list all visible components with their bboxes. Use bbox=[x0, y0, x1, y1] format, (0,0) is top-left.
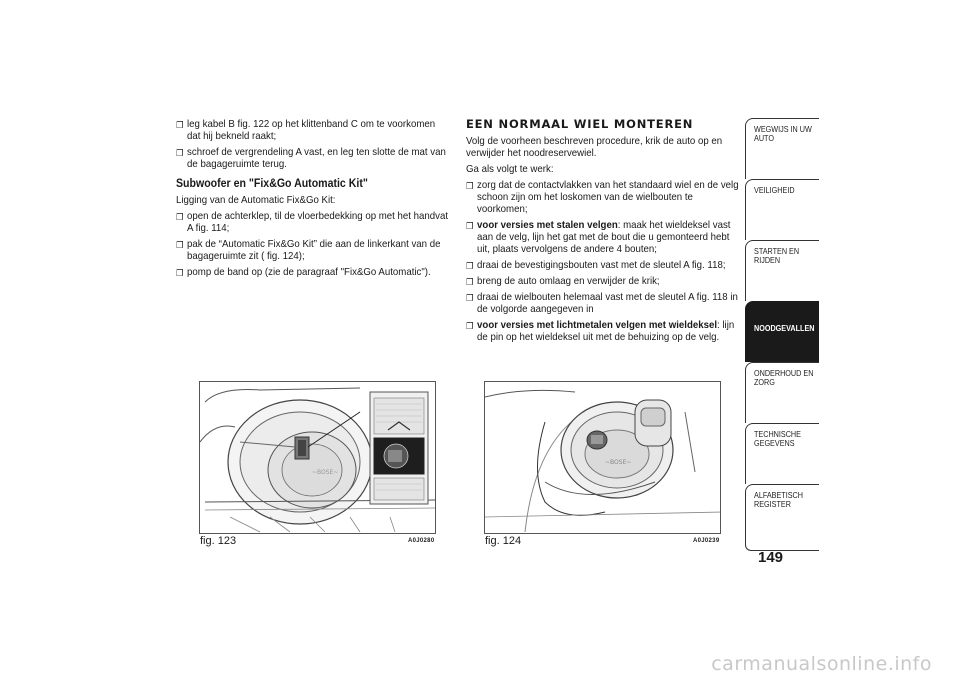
tab-wegwijs-in-uw-auto[interactable]: WEGWIJS IN UW AUTO bbox=[745, 118, 819, 179]
checkbox-bullet-icon: ❐ bbox=[176, 120, 184, 130]
subwoofer-spare-wheel-drawing bbox=[200, 382, 436, 534]
list-item: ❐ pomp de band op (zie de paragraaf "Fix&Go Automatic"). bbox=[176, 266, 431, 278]
figure-caption: fig. 123 bbox=[200, 535, 237, 547]
list-item: ❐ draai de bevestigingsbouten vast met de sleutel A fig. 118; bbox=[466, 259, 726, 271]
list-item: ❐ zorg dat de contactvlakken van het standaard wiel en de velg schoon zijn om het loskomen van de wielbouten te voorkomen; bbox=[466, 179, 739, 215]
left-column bbox=[176, 118, 452, 282]
tab-noodgevallen[interactable]: NOODGEVALLEN bbox=[745, 301, 819, 362]
checkbox-bullet-icon: ❐ bbox=[176, 240, 184, 250]
figure-caption: fig. 124 bbox=[485, 535, 522, 547]
tab-onderhoud-en-zorg[interactable]: ONDERHOUD EN ZORG bbox=[745, 362, 819, 423]
tab-starten-en-rijden[interactable]: STARTEN EN RIJDEN bbox=[745, 240, 819, 301]
tab-veiligheid[interactable]: VEILIGHEID bbox=[745, 179, 819, 240]
watermark-text: carmanualsonline.info bbox=[711, 653, 932, 675]
checkbox-bullet-icon: ❐ bbox=[466, 181, 474, 191]
checkbox-bullet-icon: ❐ bbox=[466, 261, 474, 271]
svg-text:~BOSE~: ~BOSE~ bbox=[312, 469, 339, 476]
paragraph: Ga als volgt te werk: bbox=[466, 163, 554, 175]
figure-code: A0J0239 bbox=[693, 538, 720, 544]
figure-123-illustration bbox=[199, 381, 436, 534]
fix-and-go-kit-drawing bbox=[485, 382, 721, 534]
list-item: ❐ draai de wielbouten helemaal vast met de sleutel A fig. 118 in de volgorde aangegeven in bbox=[466, 291, 738, 315]
section-tabs bbox=[745, 118, 819, 551]
tab-alfabetisch-register[interactable]: ALFABETISCH REGISTER bbox=[745, 484, 819, 545]
page-number: 149 bbox=[758, 549, 784, 566]
section-subheading: Subwoofer en "Fix&Go Automatic Kit" bbox=[176, 178, 368, 190]
checkbox-bullet-icon: ❐ bbox=[466, 221, 474, 231]
checkbox-bullet-icon: ❐ bbox=[466, 277, 474, 287]
list-item: ❐ schroef de vergrendeling A vast, en leg ten slotte de mat van de bagageruimte terug. bbox=[176, 146, 446, 170]
list-item: ❐ breng de auto omlaag en verwijder de krik; bbox=[466, 275, 660, 287]
svg-text:~BOSE~: ~BOSE~ bbox=[605, 459, 632, 466]
section-heading: EEN NORMAAL WIEL MONTEREN bbox=[466, 117, 694, 131]
list-item: ❐ voor versies met lichtmetalen velgen met wieldeksel: lijn de pin op het wieldeksel uit met de behuizing op de velg. bbox=[466, 319, 735, 343]
list-item: ❐ leg kabel B fig. 122 op het klittenband C om te voorkomen dat hij bekneld raakt; bbox=[176, 118, 436, 142]
figure-code: A0J0280 bbox=[408, 538, 435, 544]
tab-technische-gegevens[interactable]: TECHNISCHE GEGEVENS bbox=[745, 423, 819, 484]
checkbox-bullet-icon: ❐ bbox=[176, 148, 184, 158]
right-column bbox=[466, 118, 744, 347]
watermark-bar bbox=[0, 653, 960, 679]
intro-text: Ligging van de Automatic Fix&Go Kit: bbox=[176, 194, 336, 206]
checkbox-bullet-icon: ❐ bbox=[466, 321, 474, 331]
list-item: ❐ open de achterklep, til de vloerbedekking op met het handvat A fig. 114; bbox=[176, 210, 449, 234]
list-item: ❐ pak de “Automatic Fix&Go Kit” die aan de linkerkant van de bagageruimte zit ( fig. 124); bbox=[176, 238, 441, 262]
list-item: ❐ voor versies met stalen velgen: maak het wieldeksel vast aan de velg, lijn het gat met de bout die u gemonteerd hebt uit, plaats vervolgens de andere 4 bouten; bbox=[466, 219, 731, 255]
checkbox-bullet-icon: ❐ bbox=[466, 293, 474, 303]
paragraph: Volg de voorheen beschreven procedure, krik de auto op en verwijder het noodreservewiel. bbox=[466, 135, 723, 159]
checkbox-bullet-icon: ❐ bbox=[176, 268, 184, 278]
figure-124-illustration bbox=[484, 381, 721, 534]
checkbox-bullet-icon: ❐ bbox=[176, 212, 184, 222]
